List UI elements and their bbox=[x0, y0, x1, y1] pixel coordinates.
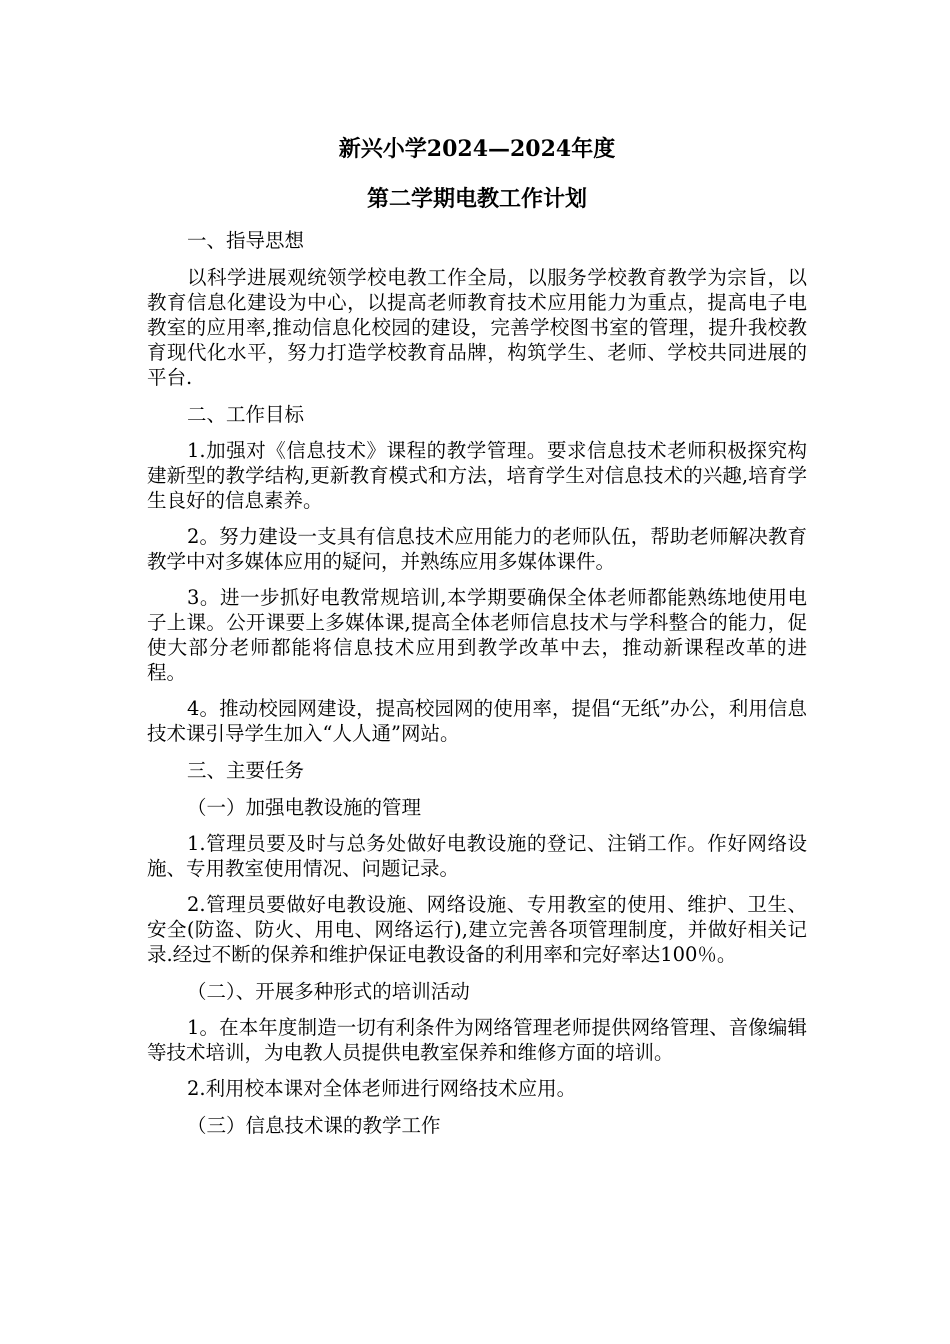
paragraph-task-2-1: 1。在本年度制造一切有利条件为网络管理老师提供网络管理、音像编辑等技术培训，为电教人员提供电教室保养和维修方面的培训。 bbox=[147, 1016, 807, 1064]
document-page bbox=[147, 128, 807, 1138]
subheading-equipment-management: （一）加强电教设施的管理 bbox=[187, 796, 422, 819]
section-heading-guiding-thought: 一、指导思想 bbox=[187, 229, 305, 252]
document-title-line-2: 第二学期电教工作计划 bbox=[366, 186, 587, 212]
section-heading-work-goals: 二、工作目标 bbox=[187, 403, 305, 426]
paragraph-task-2-2: 2.利用校本课对全体老师进行网络技术应用。 bbox=[187, 1077, 577, 1100]
paragraph-goal-2: 2。努力建设一支具有信息技术应用能力的老师队伍，帮助老师解决教育教学中对多媒体应用的疑问，并熟练应用多媒体课件。 bbox=[147, 525, 807, 573]
paragraph-goal-4: 4。推动校园网建设，提高校园网的使用率，提倡“无纸”办公，利用信息技术课引导学生加入“人人通”网站。 bbox=[147, 697, 807, 745]
paragraph-task-1-2: 2.管理员要做好电教设施、网络设施、专用教室的使用、维护、卫生、安全(防盗、防火、用电、网络运行),建立完善各项管理制度，并做好相关记录.经过不断的保养和维护保证电教设备的利用率和完好率达100％。 bbox=[147, 893, 807, 966]
paragraph-guiding-thought: 以科学进展观统领学校电教工作全局，以服务学校教育教学为宗旨，以教育信息化建设为中心，以提高老师教育技术应用能力为重点，提高电子电教室的应用率,推动信息化校园的建设，完善学校图书室的管理，提升我校教育现代化水平，努力打造学校教育品牌，构筑学生、老师、学校共同进展的平台. bbox=[147, 266, 807, 389]
section-heading-main-tasks: 三、主要任务 bbox=[187, 759, 305, 782]
subheading-training-activities: （二）、开展多种形式的培训活动 bbox=[187, 980, 470, 1003]
paragraph-task-1-1: 1.管理员要及时与总务处做好电教设施的登记、注销工作。作好网络设施、专用教室使用情况、问题记录。 bbox=[147, 832, 807, 880]
subheading-it-teaching: （三）信息技术课的教学工作 bbox=[187, 1114, 441, 1137]
paragraph-goal-3: 3。进一步抓好电教常规培训,本学期要确保全体老师都能熟练地使用电子上课。公开课要上多媒体课,提高全体老师信息技术与学科整合的能力，促使大部分老师都能将信息技术应用到教学改革中去，推动新课程改革的进程。 bbox=[147, 586, 807, 684]
document-title-line-1: 新兴小学2024—2024年度 bbox=[338, 136, 616, 162]
paragraph-goal-1: 1.加强对《信息技术》课程的教学管理。要求信息技术老师积极探究构建新型的教学结构,更新教育模式和方法，培育学生对信息技术的兴趣,培育学生良好的信息素养。 bbox=[147, 439, 807, 512]
